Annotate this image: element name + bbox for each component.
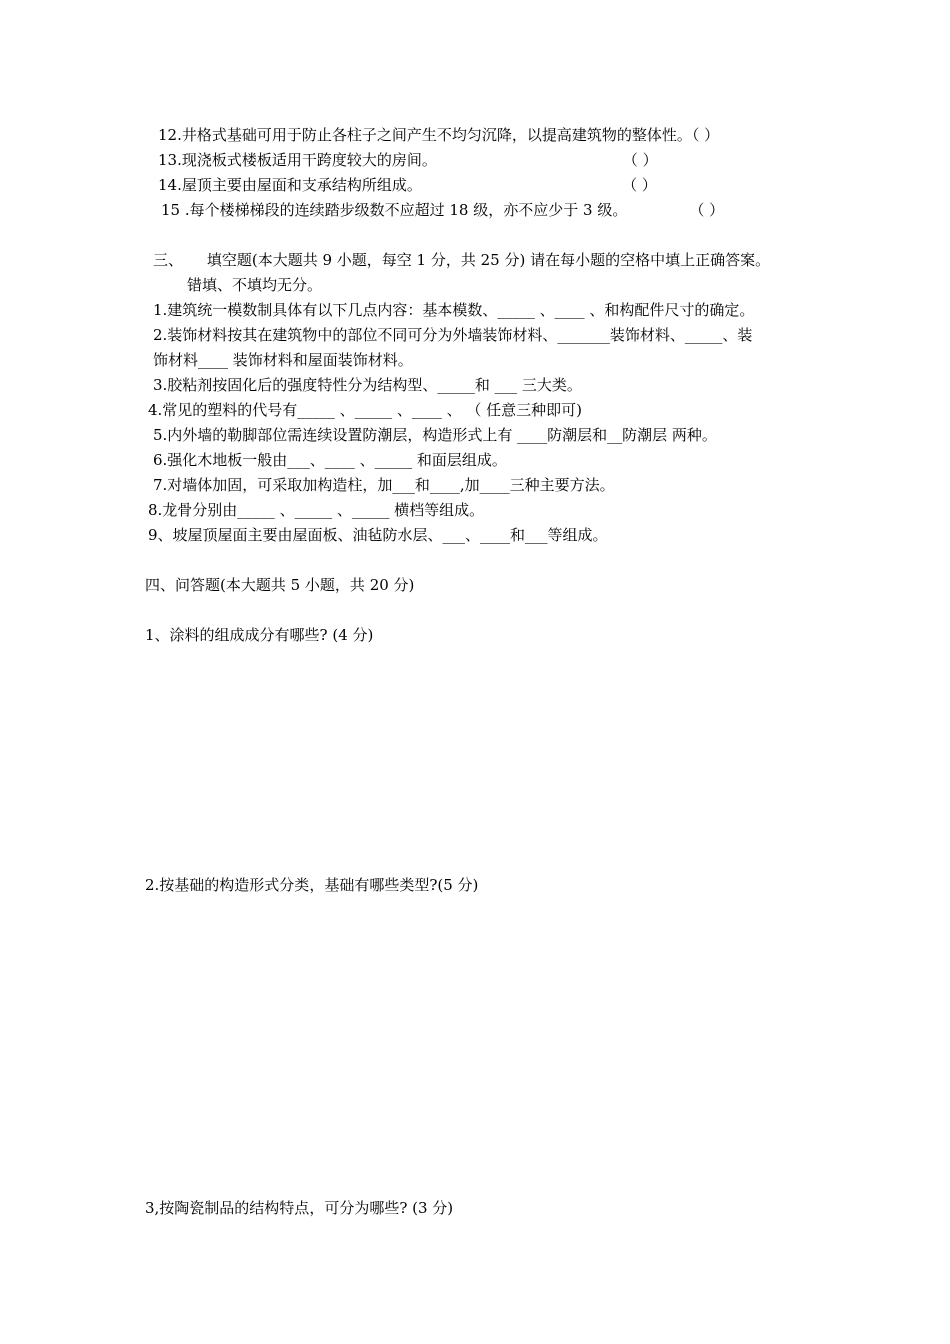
qa-question-2: 2.按基础的构造形式分类，基础有哪些类型?(5 分) xyxy=(145,876,479,894)
judgement-item-14: 14.屋顶主要由屋面和支承结构所组成。 （ ） xyxy=(158,176,657,194)
fill-blank-heading-note: 错填、不填均无分。 xyxy=(187,276,323,294)
fill-blank-item-8: 8.龙骨分别由_____ 、_____ 、_____ 横档等组成。 xyxy=(148,501,485,519)
qa-heading: 四、问答题(本大题共 5 小题，共 20 分) xyxy=(145,576,415,594)
judgement-item-12: 12.井格式基础可用于防止各柱子之间产生不均匀沉降，以提高建筑物的整体性。（ ） xyxy=(158,126,720,144)
qa-question-1: 1、涂料的组成成分有哪些? (4 分) xyxy=(145,626,374,644)
fill-blank-item-2-cont: 饰材料____ 装饰材料和屋面装饰材料。 xyxy=(153,351,413,369)
judgement-item-13: 13.现浇板式楼板适用干跨度较大的房间。 （ ） xyxy=(158,151,658,169)
fill-blank-item-3: 3.胶粘剂按固化后的强度特性分为结构型、_____和 ___ 三大类。 xyxy=(153,376,582,394)
fill-blank-item-9: 9、坡屋顶屋面主要由屋面板、油毡防水层、___、____和___等组成。 xyxy=(148,526,608,544)
fill-blank-item-5: 5.内外墙的勒脚部位需连续设置防潮层，构造形式上有 ____防潮层和__防潮层 两种。 xyxy=(153,426,717,444)
judgement-item-15: 15 .每个楼梯梯段的连续踏步级数不应超过 18 级，亦不应少于 3 级。 （ ） xyxy=(161,201,725,219)
fill-blank-item-7: 7.对墙体加固，可采取加构造柱，加___和____,加____三种主要方法。 xyxy=(153,476,615,494)
fill-blank-item-1: 1.建筑统一模数制具体有以下几点内容：基本模数、_____ 、____ 、和构配件尺寸的确定。 xyxy=(153,301,755,319)
qa-question-3: 3,按陶瓷制品的结构特点，可分为哪些? (3 分) xyxy=(145,1199,454,1217)
fill-blank-item-2: 2.装饰材料按其在建筑物中的部位不同可分为外墙装饰材料、_______装饰材料、_____、装 xyxy=(153,326,753,344)
fill-blank-item-6: 6.强化木地板一般由___、____ 、_____ 和面层组成。 xyxy=(153,451,507,469)
fill-blank-heading: 三、 填空题(本大题共 9 小题，每空 1 分，共 25 分) 请在每小题的空格中填上正确答案。 xyxy=(153,251,771,269)
fill-blank-item-4: 4.常见的塑料的代号有_____ 、_____ 、____ 、 （ 任意三种即可) xyxy=(148,401,583,419)
